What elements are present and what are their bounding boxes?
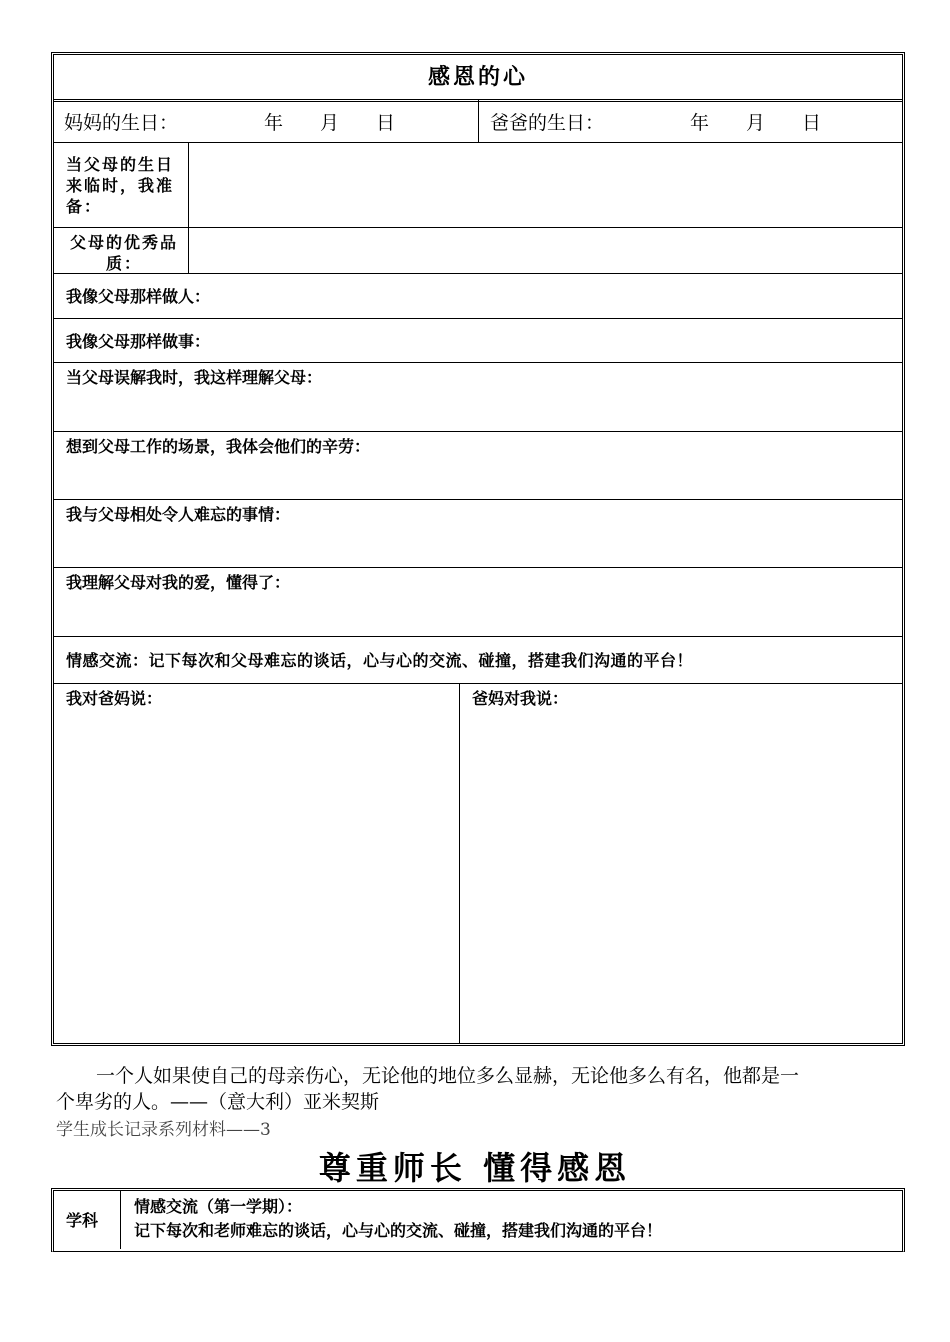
- dad-month: 月: [746, 112, 766, 134]
- to-parents-label: 我对爸妈说：: [66, 689, 163, 708]
- work-label: 想到父母工作的场景，我体会他们的辛劳：: [66, 437, 371, 456]
- subject-label: 学科: [66, 1211, 99, 1230]
- quote-line-2: 个卑劣的人。——（意大利）亚米契斯: [56, 1091, 380, 1113]
- do-things-label: 我像父母那样做事：: [66, 332, 211, 351]
- gratitude-form: [51, 52, 905, 1046]
- exchange-label: 情感交流：记下每次和父母难忘的谈话，心与心的交流、碰撞，搭建我们沟通的平台！: [66, 651, 694, 670]
- col-divider: [478, 100, 479, 142]
- mom-year: 年: [264, 112, 284, 134]
- to-parents-area[interactable]: [54, 715, 458, 1041]
- dad-birthday-label: 爸爸的生日：: [490, 112, 605, 134]
- prepare-field[interactable]: [189, 143, 902, 227]
- section2-title: 尊重师长 懂得感恩: [318, 1149, 632, 1187]
- series-label: 学生成长记录系列材料——3: [56, 1120, 271, 1140]
- row-divider: [54, 499, 902, 500]
- row-divider: [54, 636, 902, 637]
- col-divider: [120, 1191, 121, 1249]
- qualities-field[interactable]: [189, 228, 902, 273]
- mom-month: 月: [320, 112, 340, 134]
- from-parents-area[interactable]: [460, 715, 902, 1041]
- memorable-label: 我与父母相处令人难忘的事情：: [66, 505, 291, 524]
- quote-line-1: 一个人如果使自己的母亲伤心，无论他的地位多么显赫，无论他多么有名，他都是一: [96, 1065, 800, 1087]
- row-divider: [54, 431, 902, 432]
- mom-birthday-label: 妈妈的生日：: [64, 112, 179, 134]
- misunderstand-label: 当父母误解我时，我这样理解父母：: [66, 368, 323, 387]
- love-label: 我理解父母对我的爱，懂得了：: [66, 573, 291, 592]
- form-title: 感恩的心: [427, 64, 528, 90]
- row-divider: [54, 318, 902, 319]
- row-divider: [54, 362, 902, 363]
- row-divider: [54, 683, 902, 684]
- from-parents-label: 爸妈对我说：: [472, 689, 569, 708]
- be-person-label: 我像父母那样做人：: [66, 287, 211, 306]
- qualities-label: 父母的优秀品质：: [69, 233, 178, 273]
- dad-day: 日: [802, 112, 822, 134]
- row-divider: [54, 567, 902, 568]
- teacher-exchange-line-1: 情感交流（第一学期）：: [134, 1197, 303, 1216]
- dad-year: 年: [690, 112, 710, 134]
- teacher-exchange-table: [51, 1188, 905, 1252]
- mom-day: 日: [376, 112, 396, 134]
- prepare-label: 当父母的生日来临时，我准备：: [66, 155, 175, 216]
- teacher-exchange-line-2: 记下每次和老师难忘的谈话，心与心的交流、碰撞，搭建我们沟通的平台！: [134, 1221, 663, 1240]
